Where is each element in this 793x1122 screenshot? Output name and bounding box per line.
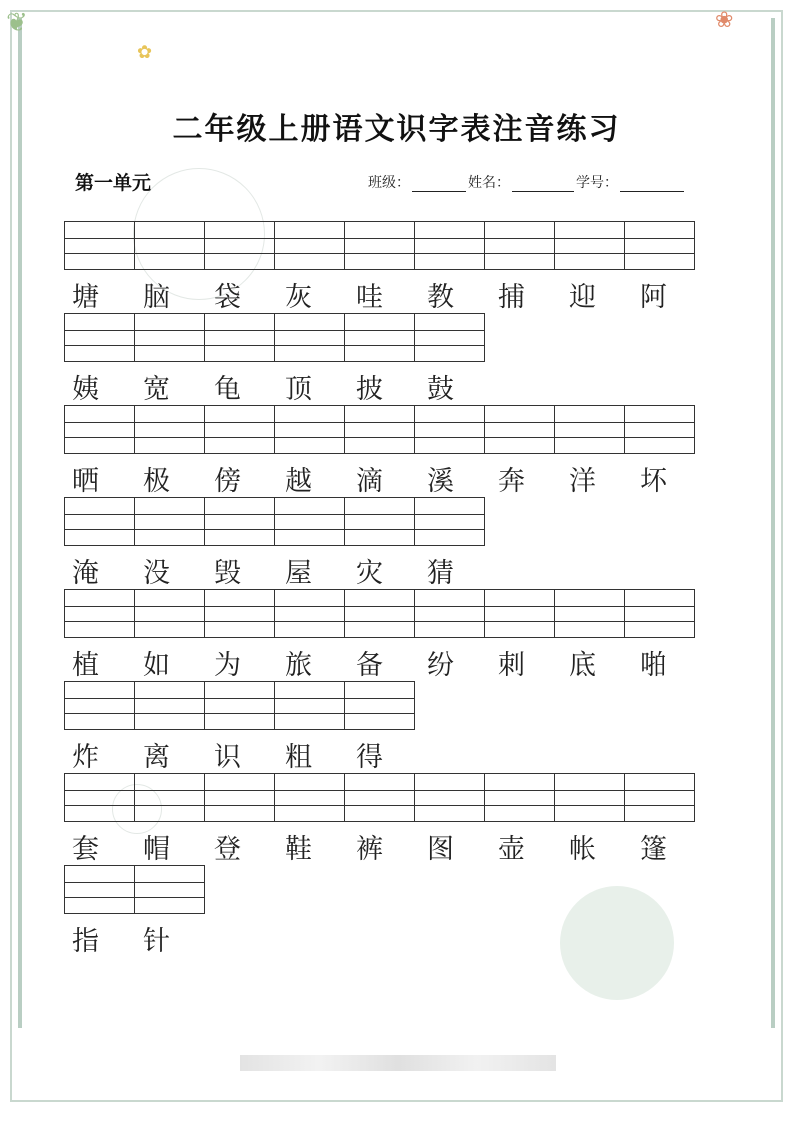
hanzi-character: 越 [285,466,312,497]
student-info [368,172,686,192]
hanzi-character: 为 [214,650,241,681]
character-row [64,367,490,406]
character-row [64,459,703,498]
pinyin-cell[interactable] [134,681,205,730]
character-row [64,735,419,774]
character-row [64,643,703,682]
unit-label: 第一单元 [75,172,152,194]
pinyin-cell[interactable] [344,773,415,822]
pinyin-cell[interactable] [484,773,555,822]
hanzi-character: 淹 [72,558,99,589]
hanzi-character: 教 [427,282,454,313]
pinyin-cell[interactable] [414,589,485,638]
pinyin-cell[interactable] [64,405,135,454]
hanzi-character: 得 [356,742,383,773]
pinyin-cell[interactable] [204,773,275,822]
pinyin-cell[interactable] [204,221,275,270]
name-field[interactable] [512,177,574,192]
hanzi-character: 帐 [569,834,596,865]
pinyin-cell[interactable] [624,405,695,454]
pinyin-cell[interactable] [134,405,205,454]
pinyin-cell[interactable] [414,313,485,362]
pinyin-cell[interactable] [344,497,415,546]
hanzi-character: 识 [214,742,241,773]
pinyin-cell[interactable] [204,589,275,638]
pinyin-cell[interactable] [484,589,555,638]
pinyin-cell[interactable] [274,221,345,270]
hanzi-character: 啪 [640,650,667,681]
pinyin-cell[interactable] [204,313,275,362]
pinyin-cell[interactable] [554,589,625,638]
pinyin-cell[interactable] [344,313,415,362]
pinyin-grid-row [64,313,485,362]
pinyin-cell[interactable] [274,773,345,822]
hanzi-character: 塘 [72,282,99,313]
hanzi-character: 鞋 [285,834,312,865]
pinyin-cell[interactable] [64,313,135,362]
hanzi-character: 傍 [214,466,241,497]
hanzi-character: 晒 [72,466,99,497]
pinyin-cell[interactable] [64,497,135,546]
pinyin-cell[interactable] [274,405,345,454]
hanzi-character: 裤 [356,834,383,865]
page-title: 二年级上册语文识字表注音练习 [172,112,621,147]
pinyin-cell[interactable] [274,681,345,730]
pinyin-cell[interactable] [134,221,205,270]
pinyin-cell[interactable] [624,773,695,822]
pinyin-cell[interactable] [204,405,275,454]
pinyin-cell[interactable] [274,313,345,362]
character-row [64,551,490,590]
hanzi-character: 灾 [356,558,383,589]
hanzi-character: 阿 [640,282,667,313]
hanzi-character: 炸 [72,742,99,773]
pinyin-cell[interactable] [64,865,135,914]
pinyin-cell[interactable] [554,405,625,454]
hanzi-character: 针 [143,926,170,957]
pinyin-cell[interactable] [414,221,485,270]
pinyin-cell[interactable] [484,405,555,454]
pinyin-cell[interactable] [554,773,625,822]
pinyin-cell[interactable] [134,313,205,362]
hanzi-character: 哇 [356,282,383,313]
pinyin-grid-row [64,221,695,270]
character-row [64,919,206,958]
hanzi-character: 披 [356,374,383,405]
hanzi-character: 篷 [640,834,667,865]
hanzi-character: 灰 [285,282,312,313]
decor-circle-large [560,886,674,1000]
hanzi-character: 极 [143,466,170,497]
pinyin-grid-row [64,773,695,822]
hanzi-character: 溪 [427,466,454,497]
name-label: 姓名： [468,175,510,191]
hanzi-character: 备 [356,650,383,681]
hanzi-character: 迎 [569,282,596,313]
pinyin-cell[interactable] [204,497,275,546]
pinyin-grid-row [64,589,695,638]
pinyin-cell[interactable] [64,681,135,730]
pinyin-cell[interactable] [624,221,695,270]
pinyin-grid-row [64,681,415,730]
pinyin-cell[interactable] [134,773,205,822]
hanzi-character: 坏 [640,466,667,497]
hanzi-character: 龟 [214,374,241,405]
pinyin-cell[interactable] [274,497,345,546]
hanzi-character: 底 [569,650,596,681]
hanzi-character: 帽 [143,834,170,865]
hanzi-character: 壶 [498,834,525,865]
hanzi-character: 屋 [285,558,312,589]
pinyin-cell[interactable] [274,589,345,638]
footer-watermark [240,1055,556,1071]
hanzi-character: 滴 [356,466,383,497]
hanzi-character: 粗 [285,742,312,773]
pinyin-grid-row [64,405,695,454]
hanzi-character: 旅 [285,650,312,681]
hanzi-character: 如 [143,650,170,681]
hanzi-character: 登 [214,834,241,865]
pinyin-cell[interactable] [204,681,275,730]
hanzi-character: 袋 [214,282,241,313]
class-label: 班级： [368,175,410,191]
pinyin-cell[interactable] [134,589,205,638]
pinyin-cell[interactable] [134,497,205,546]
pinyin-cell[interactable] [484,221,555,270]
hanzi-character: 捕 [498,282,525,313]
character-row [64,275,703,314]
pinyin-cell[interactable] [64,221,135,270]
id-label: 学号： [576,175,618,191]
pinyin-grid-row [64,865,205,914]
pinyin-grid-row [64,497,485,546]
pinyin-cell[interactable] [554,221,625,270]
hanzi-character: 宽 [143,374,170,405]
hanzi-character: 脑 [143,282,170,313]
hanzi-character: 奔 [498,466,525,497]
hanzi-character: 套 [72,834,99,865]
id-field[interactable] [620,177,684,192]
hanzi-character: 姨 [72,374,99,405]
pinyin-cell[interactable] [344,405,415,454]
hanzi-character: 毁 [214,558,241,589]
hanzi-character: 鼓 [427,374,454,405]
pinyin-cell[interactable] [64,773,135,822]
hanzi-character: 猜 [427,558,454,589]
pinyin-cell[interactable] [624,589,695,638]
hanzi-character: 刺 [498,650,525,681]
daisy-icon: ✿ [137,42,153,63]
hanzi-character: 纷 [427,650,454,681]
pinyin-cell[interactable] [344,681,415,730]
hanzi-character: 顶 [285,374,312,405]
hanzi-character: 没 [143,558,170,589]
leaf-icon: ❦ [6,8,28,38]
pinyin-cell[interactable] [64,589,135,638]
hanzi-character: 植 [72,650,99,681]
class-field[interactable] [412,177,466,192]
character-row [64,827,703,866]
berry-branch-icon: ❀ [715,8,734,33]
pinyin-cell[interactable] [414,773,485,822]
pinyin-cell[interactable] [344,221,415,270]
hanzi-character: 离 [143,742,170,773]
hanzi-character: 指 [72,926,99,957]
pinyin-cell[interactable] [414,405,485,454]
hanzi-character: 洋 [569,466,596,497]
pinyin-cell[interactable] [414,497,485,546]
pinyin-cell[interactable] [344,589,415,638]
pinyin-cell[interactable] [134,865,205,914]
hanzi-character: 图 [427,834,454,865]
